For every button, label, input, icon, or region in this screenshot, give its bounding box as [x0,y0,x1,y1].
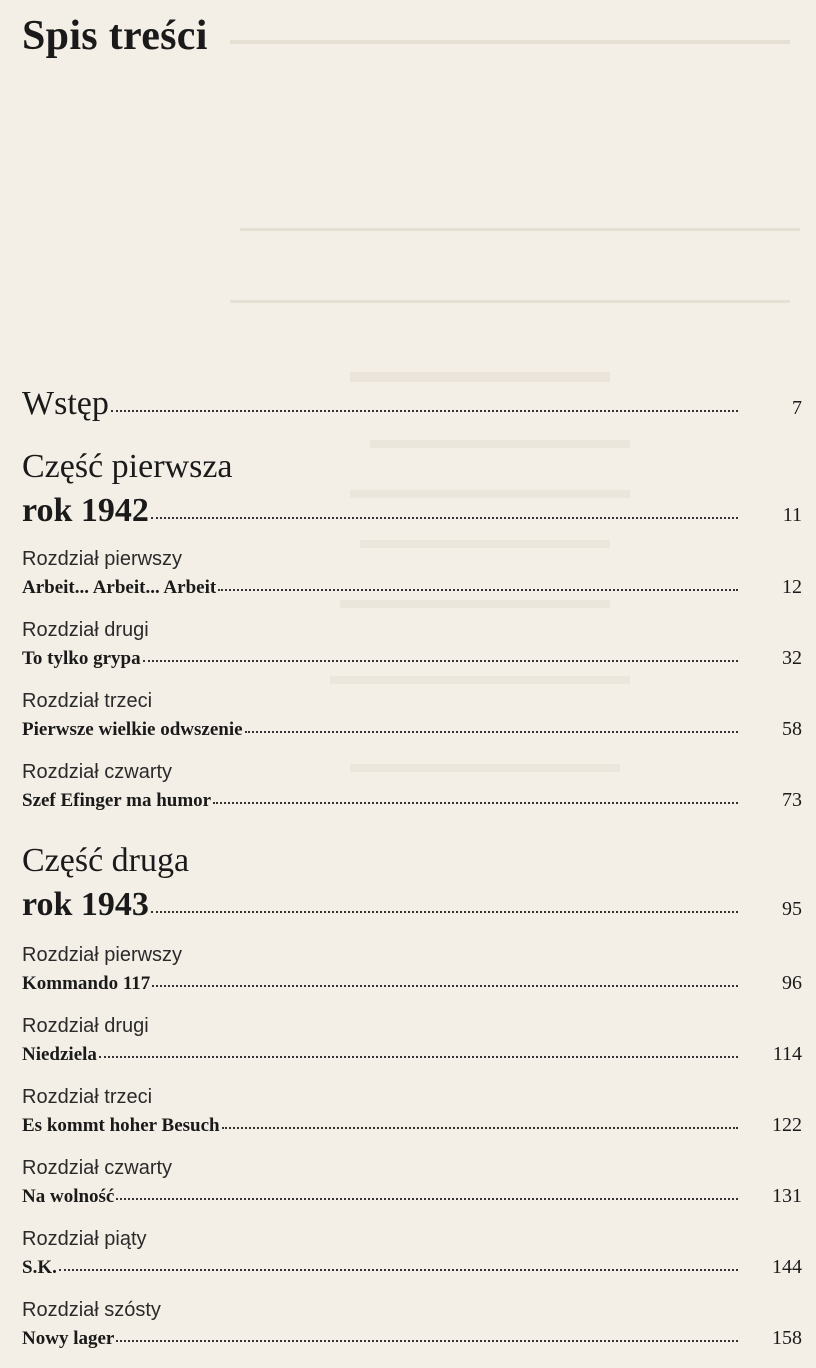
dot-leader [245,729,738,733]
toc-row [22,886,802,924]
page-number: 144 [772,1256,802,1278]
chapter-number: Rozdział trzeci [22,690,153,712]
page-number: 158 [772,1327,802,1349]
toc-row [22,576,802,599]
toc-row [22,1043,802,1066]
dot-leader [111,408,738,412]
chapter-number: Rozdział pierwszy [22,548,183,570]
page-number: 58 [782,718,802,740]
chapter-number: Rozdział trzeci [22,1086,153,1108]
toc-row [22,718,802,741]
toc-row [22,789,802,812]
part-year: rok 1943 [22,886,149,923]
chapter-number: Rozdział drugi [22,619,149,641]
chapter-title: Niedziela [22,1044,97,1065]
dot-leader [143,658,738,662]
chapter-number: Rozdział szósty [22,1299,161,1321]
toc-row [22,1256,802,1279]
dot-leader [222,1125,738,1129]
page-number: 122 [772,1114,802,1136]
chapter-title: Nowy lager [22,1328,115,1349]
chapter-title: Na wolność [22,1186,115,1207]
dot-leader [218,587,738,591]
toc-row [22,972,802,995]
page-title: Spis treści [22,13,208,59]
part-name: Część druga [22,842,190,879]
page-number: 7 [792,397,802,419]
toc-row [22,1327,802,1350]
chapter-number: Rozdział pierwszy [22,944,183,966]
page-number: 11 [782,504,802,526]
toc-row [22,492,802,530]
dot-leader [213,800,738,804]
page-number: 32 [782,647,802,669]
chapter-title: Szef Efinger ma humor [22,790,212,811]
part-year: rok 1942 [22,492,149,529]
dot-leader [152,983,738,987]
page-number: 131 [772,1185,802,1207]
chapter-title: Arbeit... Arbeit... Arbeit [22,577,217,598]
page-number: 96 [782,972,802,994]
chapter-title: Kommando 117 [22,973,151,994]
entry-label: Wstęp [22,385,109,422]
chapter-number: Rozdział czwarty [22,761,173,783]
page-number: 114 [772,1043,802,1065]
chapter-title: To tylko grypa [22,648,141,669]
dot-leader [99,1054,738,1058]
chapter-title: Pierwsze wielkie odwszenie [22,719,243,740]
dot-leader [59,1267,738,1271]
chapter-title: S.K. [22,1257,57,1278]
part-name: Część pierwsza [22,448,233,485]
page-number: 12 [782,576,802,598]
dot-leader [116,1196,738,1200]
dot-leader [151,515,738,519]
dot-leader [151,909,738,913]
chapter-number: Rozdział drugi [22,1015,149,1037]
toc-row [22,1114,802,1137]
toc-row [22,647,802,670]
page-number: 95 [782,898,802,920]
chapter-number: Rozdział czwarty [22,1157,173,1179]
toc-row [22,1185,802,1208]
chapter-number: Rozdział piąty [22,1228,147,1250]
toc-row [22,385,802,423]
page-number: 73 [782,789,802,811]
dot-leader [116,1338,738,1342]
chapter-title: Es kommt hoher Besuch [22,1115,220,1136]
